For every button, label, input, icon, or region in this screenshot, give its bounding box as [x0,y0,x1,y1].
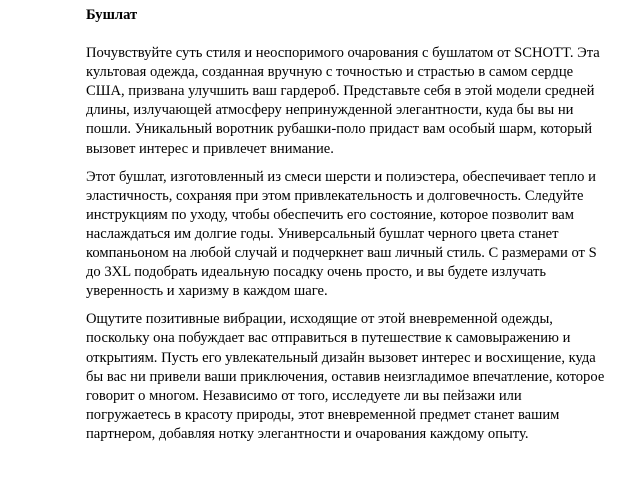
document-body [86,6,606,453]
paragraph-2: Этот бушлат, изготовленный из смеси шерсти и полиэстера, обеспечивает тепло и эластичность, сохраняя при этом привлекательность и долговечность. Следуйте инструкциям по уходу, чтобы обеспечить его состояние, которое позволит вам наслаждаться им долгие годы. Универсальный бушлат черного цвета станет компаньоном на любой случай и подчеркнет ваш личный стиль. С размерами от S до 3XL подобрать идеальную посадку очень просто, и вы будете излучать уверенность и харизму в каждом шаге. [86,168,597,300]
paragraph-1: Почувствуйте суть стиля и неоспоримого очарования с бушлатом от SCHOTT. Эта культовая одежда, созданная вручную с точностью и страстью в самом сердце США, призвана улучшить ваш гардероб. Представьте себя в этой модели средней длины, излучающей атмосферу непринужденной элегантности, куда бы вы ни пошли. Уникальный воротник рубашки-поло придаст вам особый шарм, который вызовет интерес и привлечет внимание. [86,45,600,157]
document-title: Бушлат [86,7,138,23]
paragraph-3: Ощутите позитивные вибрации, исходящие от этой вневременной одежды, поскольку она побуждает вас отправиться в путешествие к самовыражению и открытиям. Пусть его увлекательный дизайн вызовет интерес и восхищение, куда бы вас ни привели ваши приключения, оставив неизгладимое впечатление, которое говорит о многом. Независимо от того, исследуете ли вы пейзажи или погружаетесь в красоту природы, этот вневременной предмет станет вашим партнером, добавляя нотку элегантности и очарования каждому опыту. [86,311,605,442]
